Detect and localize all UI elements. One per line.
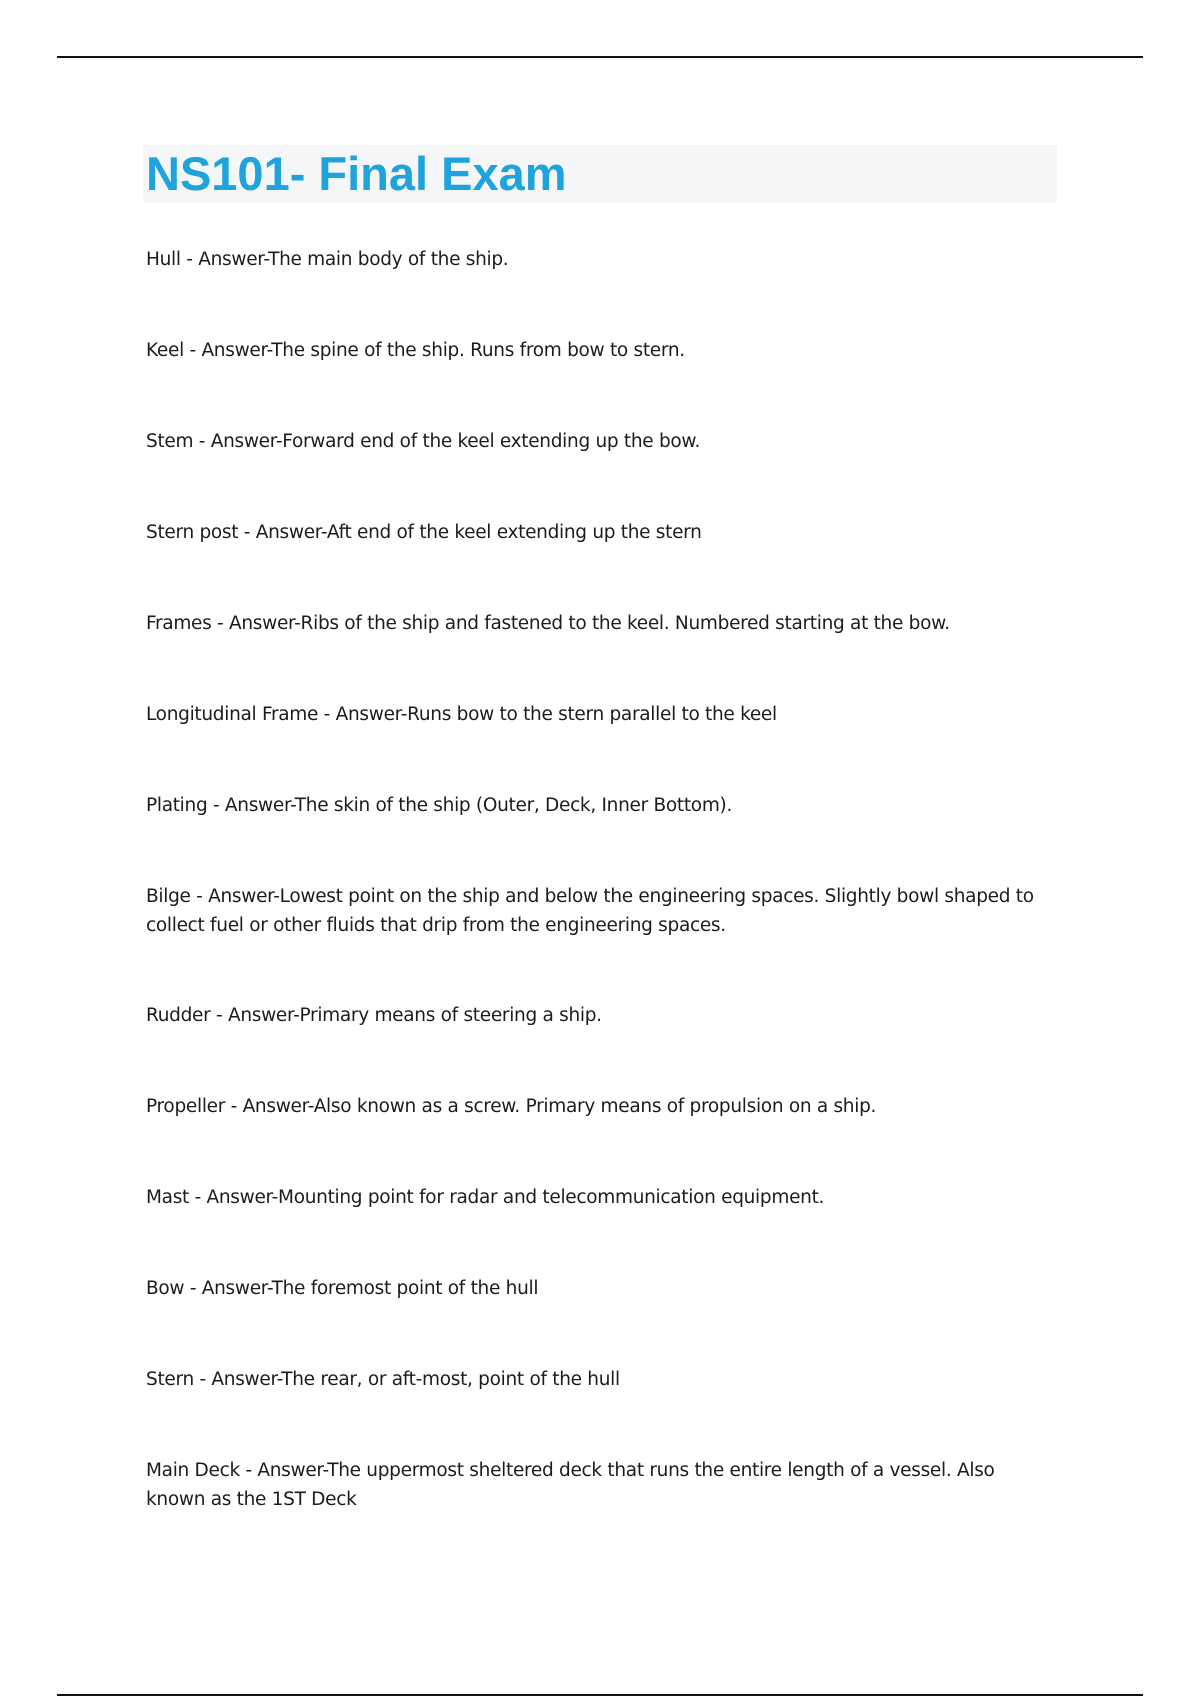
qa-entry-mast: Mast - Answer-Mounting point for radar and telecommunication equipment. (146, 1187, 825, 1208)
qa-entry-bilge: Bilge - Answer-Lowest point on the ship and below the engineering spaces. Slightly bowl shaped to collect fuel or other fluids that drip from the engineering spaces. (146, 886, 1034, 936)
qa-entry-plating: Plating - Answer-The skin of the ship (Outer, Deck, Inner Bottom). (146, 795, 733, 816)
page-title: NS101- Final Exam (146, 147, 567, 200)
bottom-rule (57, 1694, 1143, 1696)
qa-entry-bow: Bow - Answer-The foremost point of the hull (146, 1278, 539, 1299)
qa-entry-frames: Frames - Answer-Ribs of the ship and fastened to the keel. Numbered starting at the bow. (146, 613, 950, 634)
qa-entry-stem: Stem - Answer-Forward end of the keel extending up the bow. (146, 431, 701, 452)
qa-entry-keel: Keel - Answer-The spine of the ship. Runs from bow to stern. (146, 340, 685, 361)
qa-entry-stern: Stern - Answer-The rear, or aft-most, point of the hull (146, 1369, 620, 1390)
qa-entry-propeller: Propeller - Answer-Also known as a screw. Primary means of propulsion on a ship. (146, 1096, 877, 1117)
top-rule (57, 56, 1143, 58)
qa-entry-rudder: Rudder - Answer-Primary means of steering a ship. (146, 1005, 602, 1026)
qa-entry-main-deck: Main Deck - Answer-The uppermost sheltered deck that runs the entire length of a vessel. Also known as the 1ST Deck (146, 1460, 995, 1510)
qa-entry-hull: Hull - Answer-The main body of the ship. (146, 249, 509, 270)
qa-entry-longitudinal-frame: Longitudinal Frame - Answer-Runs bow to the stern parallel to the keel (146, 704, 777, 725)
qa-entry-stern-post: Stern post - Answer-Aft end of the keel extending up the stern (146, 522, 702, 543)
